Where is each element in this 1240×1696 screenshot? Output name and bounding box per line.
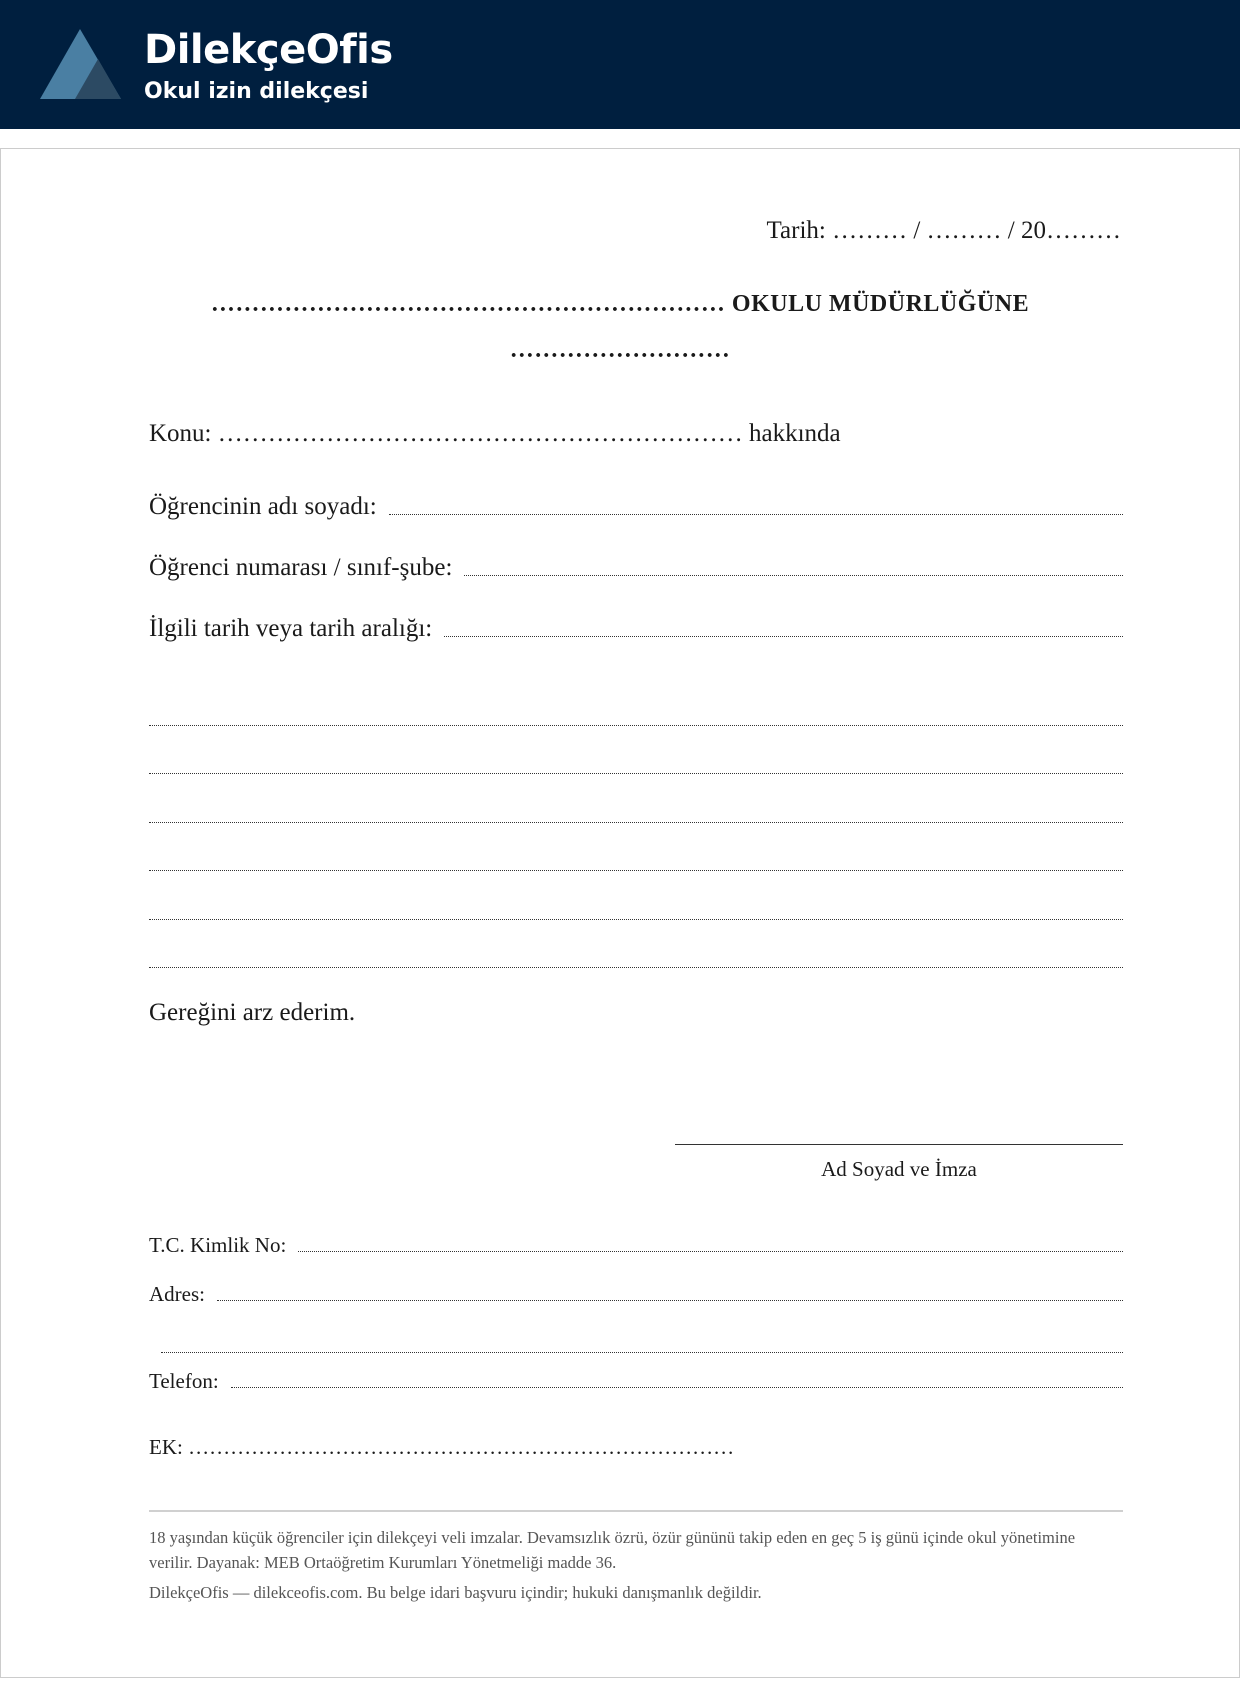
student-name-field[interactable] — [149, 494, 1123, 519]
signature-line[interactable] — [675, 1144, 1123, 1145]
footer-credit: DilekçeOfis — dilekceofis.com. Bu belge idari başvuru içindir; hukuki danışmanlık değildir. — [149, 1583, 762, 1602]
student-number-class-field[interactable] — [149, 555, 1123, 580]
student-number-class-label: Öğrenci numarası / sınıf-şube: — [149, 554, 453, 581]
dotted-fill-line — [217, 1299, 1123, 1301]
tc-id-field[interactable] — [149, 1235, 1123, 1256]
dotted-fill-line — [231, 1386, 1123, 1388]
closing-phrase: Gereğini arz ederim. — [149, 999, 356, 1026]
dotted-fill-line — [464, 574, 1123, 576]
address-line-2[interactable] — [161, 1352, 1123, 1353]
dotted-fill-line — [444, 635, 1123, 637]
phone-field[interactable] — [149, 1371, 1123, 1392]
student-name-label: Öğrencinin adı soyadı: — [149, 493, 377, 520]
brand-name: DilekçeOfis — [144, 27, 393, 73]
addressee-line: ……………………………………………………… OKULU MÜDÜRLÜĞÜNE — [210, 291, 1030, 317]
address-label: Adres: — [149, 1282, 205, 1306]
tc-id-label: T.C. Kimlik No: — [149, 1233, 287, 1257]
explanation-line[interactable] — [149, 725, 1123, 726]
subject-line: Konu: ……………………………………………………… hakkında — [149, 420, 841, 447]
triangle-logo-icon — [40, 29, 121, 99]
explanation-line[interactable] — [149, 822, 1123, 823]
petition-page — [0, 148, 1240, 1678]
dotted-fill-line — [298, 1250, 1123, 1252]
footer-note: 18 yaşından küçük öğrenciler için dilekçeyi veli imzalar. Devamsızlık özrü, özür gününü takip eden en geç 5 iş günü içinde okul yönetimine verilir. Dayanak: MEB Ortaöğretim Kurumları Yönetmeliği madde 36. — [149, 1528, 1076, 1572]
explanation-line[interactable] — [149, 967, 1123, 968]
signature-label: Ad Soyad ve İmza — [821, 1157, 977, 1181]
address-field[interactable] — [149, 1284, 1123, 1305]
dotted-fill-line — [389, 513, 1123, 515]
explanation-line[interactable] — [149, 919, 1123, 920]
date-range-field[interactable] — [149, 616, 1123, 641]
addressee-line-continued: ……………………… — [509, 337, 731, 363]
date-range-label: İlgili tarih veya tarih aralığı: — [149, 615, 433, 642]
phone-label: Telefon: — [149, 1369, 219, 1393]
footer-divider — [149, 1510, 1123, 1512]
explanation-line[interactable] — [149, 870, 1123, 871]
attachment-line: EK: …………………………………………………………………… — [149, 1435, 735, 1459]
app-header — [0, 0, 1240, 129]
date-line: Tarih: ……… / ……… / 20……… — [766, 217, 1121, 244]
explanation-line[interactable] — [149, 773, 1123, 774]
document-type-subtitle: Okul izin dilekçesi — [144, 79, 369, 104]
